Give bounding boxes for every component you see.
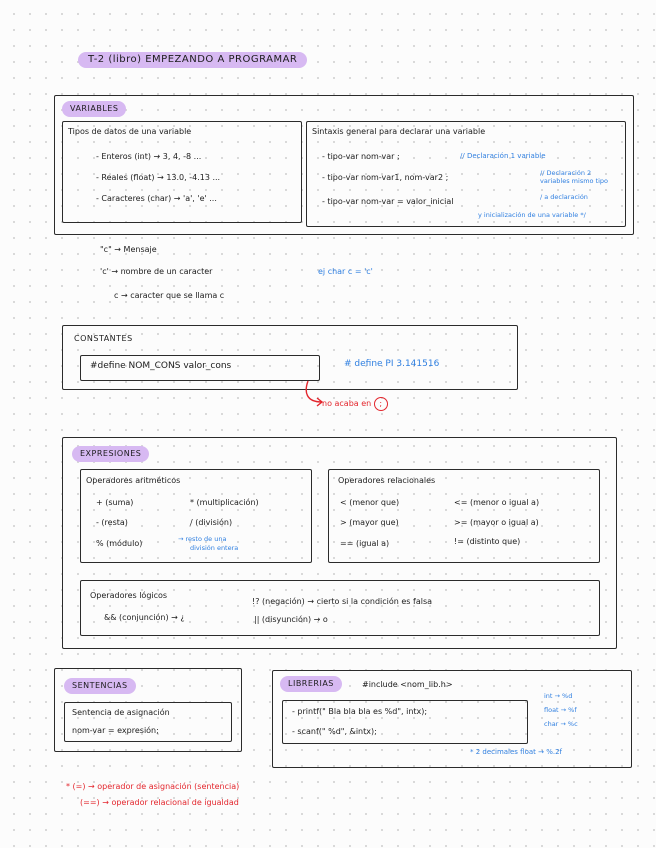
op-suma: + (suma)	[96, 498, 134, 507]
scanf-row: - scanf(" %d", &intx);	[292, 727, 377, 736]
op-multiplicacion: * (multiplicación)	[190, 498, 259, 507]
op-mayor: > (mayor que)	[340, 518, 399, 527]
footnote-asignacion: * (=) → operador de asignación (sentencia)	[66, 782, 240, 791]
op-distinto: != (distinto que)	[454, 537, 521, 546]
op-division: / (división)	[190, 518, 233, 527]
modulo-note-1: → resto de una	[178, 535, 227, 543]
define-syntax: #define NOM_CONS valor_cons	[90, 361, 232, 371]
sintaxis-comment-3b: y inicialización de una variable */	[478, 211, 586, 219]
op-modulo: % (módulo)	[96, 539, 143, 548]
asignacion-row: nom-var = expresión;	[72, 726, 159, 735]
asignacion-title: Sentencia de asignación	[72, 708, 170, 717]
format-int: int → %d	[544, 692, 573, 700]
sintaxis-title: Sintaxis general para declarar una variable	[312, 127, 486, 136]
op-menor-igual: <= (menor o igual a)	[454, 498, 540, 507]
op-disyuncion: || (disyunción) → o	[254, 615, 328, 624]
note-string: "c" → Mensaje	[100, 245, 157, 254]
note-char-name: 'c' → nombre de un caracter	[100, 267, 213, 276]
tipo-entero-row: - Enteros (int) → 3, 4, -8 ...	[96, 152, 202, 161]
op-igual: == (igual a)	[340, 539, 390, 548]
note-char-example: ej char c = 'c'	[318, 267, 373, 276]
logicos-box	[80, 580, 600, 636]
op-mayor-igual: >= (mayor o igual a)	[454, 518, 539, 527]
sintaxis-comment-1: // Declaración 1 variable	[460, 152, 546, 160]
tipos-datos-title: Tipos de datos de una variable	[68, 127, 192, 136]
constantes-note	[322, 397, 388, 411]
op-resta: - (resta)	[96, 518, 128, 527]
constantes-note-text: no acaba en	[322, 399, 372, 408]
op-menor: < (menor que)	[340, 498, 400, 507]
sintaxis-row-2: - tipo-var nom-var1, nom-var2 ;	[322, 173, 449, 182]
modulo-note-2: división entera	[190, 544, 239, 552]
format-char: char → %c	[544, 720, 578, 728]
semicolon-circle: ;	[374, 397, 388, 411]
page-title: T-2 (libro) EMPEZANDO A PROGRAMAR	[78, 52, 307, 68]
op-negacion: !? (negación) → cierto si la condición es falsa	[252, 597, 433, 606]
note-char-c: c → caracter que se llama c	[114, 291, 225, 300]
variables-heading: VARIABLES	[62, 101, 126, 117]
relacionales-title: Operadores relacionales	[338, 476, 436, 485]
sintaxis-row-1: - tipo-var nom-var ;	[322, 152, 400, 161]
sintaxis-comment-2a: // Declaración 2	[540, 169, 592, 177]
sentencias-heading: SENTENCIAS	[64, 678, 136, 694]
tipo-real-row: - Reales (float) → 13.0, -4.13 ...	[96, 173, 221, 182]
tipo-caracter-row: - Caracteres (char) → 'a', 'e' ...	[96, 194, 217, 203]
footnote-igualdad: (==) → operador relacional de igualdad	[80, 798, 239, 807]
constantes-heading: CONSTANTES	[74, 334, 133, 343]
aritmeticos-title: Operadores aritméticos	[86, 476, 181, 485]
define-example: # define PI 3.141516	[344, 359, 440, 369]
sintaxis-comment-3a: / a declaración	[540, 193, 588, 201]
decimals-note: * 2 decimales float → %.2f	[470, 748, 563, 756]
expresiones-heading: EXPRESIONES	[72, 446, 149, 462]
sintaxis-row-3: - tipo-var nom-var = valor_inicial	[322, 197, 454, 206]
op-conjuncion: && (conjunción) → ¿	[104, 613, 185, 622]
include-directive: #include <nom_lib.h>	[362, 680, 453, 689]
sintaxis-comment-2b: variables mismo tipo	[540, 177, 609, 185]
logicos-title: Operadores lógicos	[90, 591, 168, 600]
librerias-heading: LIBRERIAS	[280, 676, 342, 692]
printf-row: - printf(" Bla bla bla es %d", intx);	[292, 707, 428, 716]
format-float: float → %f	[544, 706, 577, 714]
